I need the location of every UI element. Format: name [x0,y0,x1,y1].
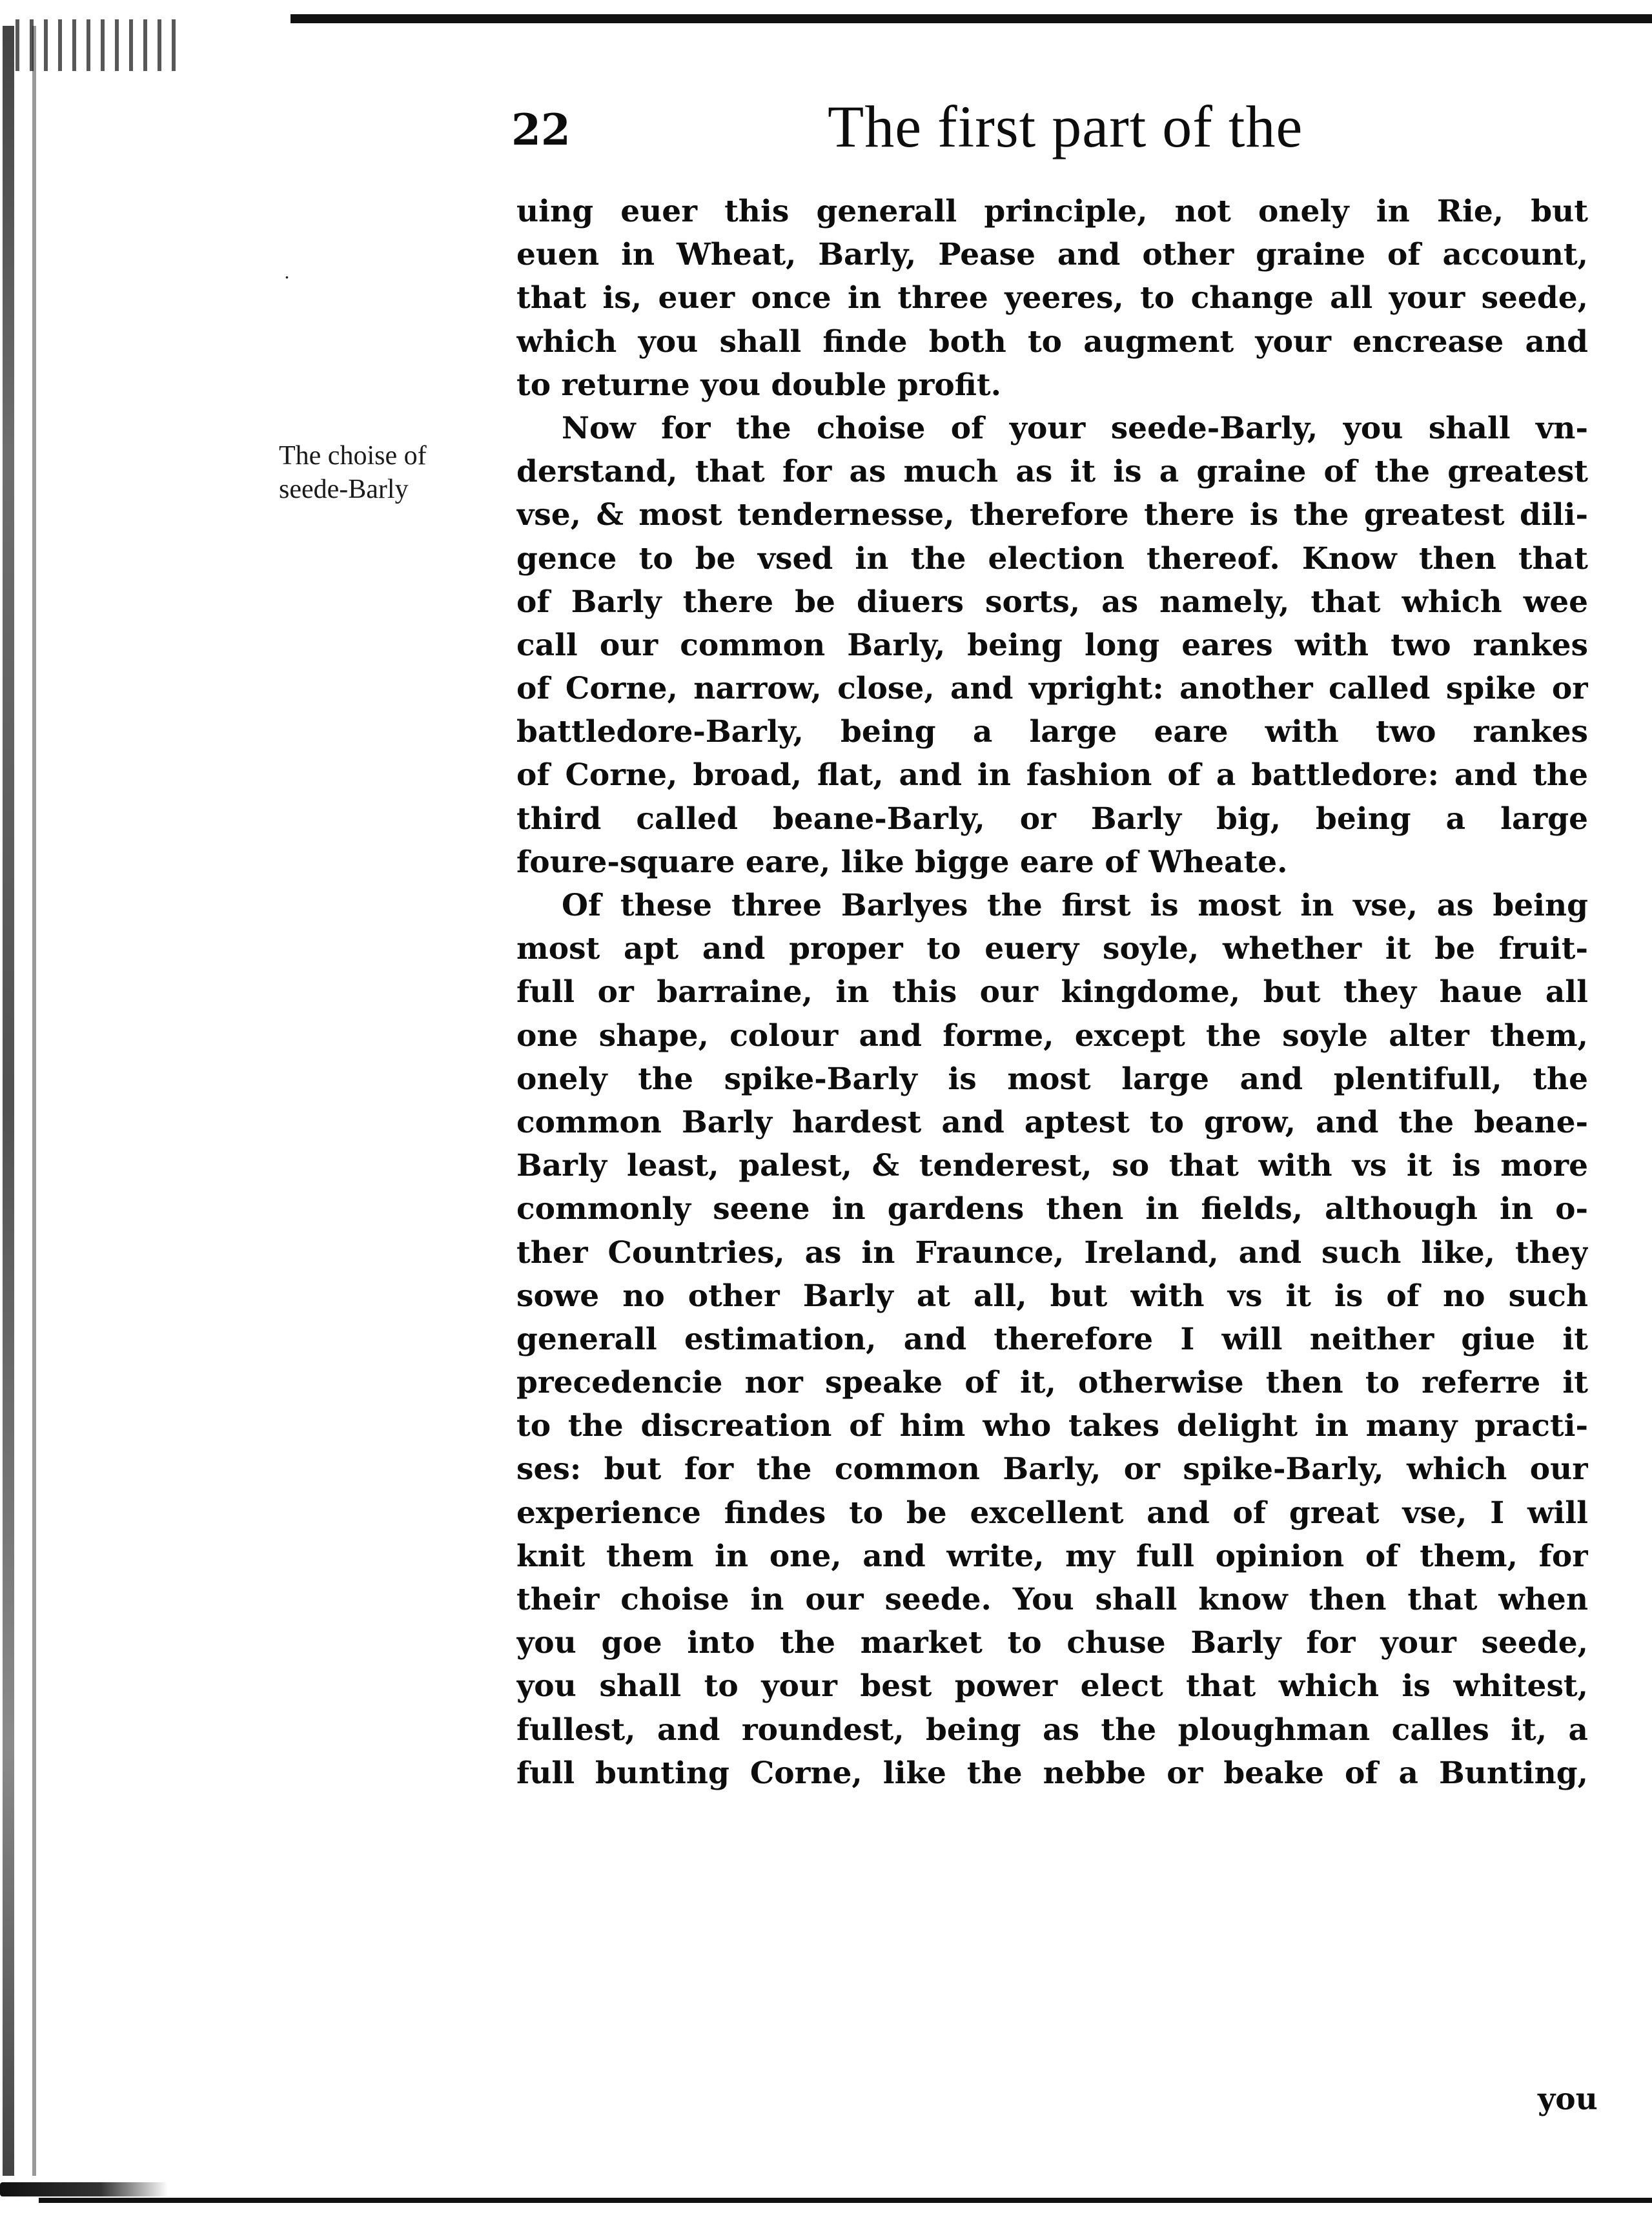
text-line: which you shall finde both to augment your encrease and [516,323,1588,360]
catchword: you [1538,2082,1598,2117]
ink-blot [15,19,183,71]
marginal-note-line: The choise of [279,441,427,471]
text-line: common Barly hardest and aptest to grow, and the beane- [516,1104,1588,1140]
marginal-note [279,439,427,506]
text-line: foure-square eare, like bigge eare of Wheate. [516,844,1288,880]
text-line: battledore-Barly, being a large eare with two rankes [516,714,1588,750]
text-line: you goe into the market to chuse Barly for your seede, [516,1625,1588,1661]
bottom-rule [39,2198,1652,2203]
text-line: euen in Wheat, Barly, Pease and other graine of account, [516,237,1588,273]
text-line: full bunting Corne, like the nebbe or beake of a Bunting, [516,1755,1588,1791]
marginal-note-line: seede-Barly [279,475,409,504]
text-line: of Corne, broad, flat, and in fashion of a battledore: and the [516,757,1588,793]
text-line: one shape, colour and forme, except the soyle alter them, [516,1018,1588,1054]
text-line: you shall to your best power elect that which is whitest, [516,1668,1588,1704]
text-line: their choise in our seede. You shall know then that when [516,1582,1588,1617]
text-line: sowe no other Barly at all, but with vs it is of no such [516,1278,1588,1314]
text-line: vse, & most tendernesse, therefore there is the greatest dili- [516,497,1588,533]
text-line: ses: but for the common Barly, or spike-Barly, which our [516,1451,1588,1488]
text-line: to returne you double profit. [516,367,1001,403]
text-line: that is, euer once in three yeeres, to change all your seede, [516,280,1588,316]
text-line: Of these three Barlyes the first is most in vse, as being [562,888,1588,923]
text-line: Now for the choise of your seede-Barly, you shall vn- [562,410,1588,446]
text-line: Barly least, palest, & tenderest, so that with vs it is more [516,1148,1588,1184]
ink-smudge [0,2182,168,2196]
text-line: third called beane-Barly, or Barly big, being a large [516,801,1588,837]
text-line: generall estimation, and therefore I will neither giue it [516,1321,1588,1357]
text-line: onely the spike-Barly is most large and plentifull, the [516,1061,1588,1097]
text-line: precedencie nor speake of it, otherwise then to referre it [516,1365,1588,1401]
page-number: 22 [511,105,571,155]
body-text [516,190,1588,1795]
text-line: derstand, that for as much as it is a graine of the greatest [516,454,1588,490]
text-line: knit them in one, and write, my full opinion of them, for [516,1538,1588,1574]
text-line: of Corne, narrow, close, and vpright: another called spike or [516,671,1588,707]
text-line: ther Countries, as in Fraunce, Ireland, and such like, they [516,1234,1588,1271]
text-line: to the discreation of him who takes delight in many practi- [516,1408,1588,1444]
text-line: experience findes to be excellent and of great vse, I will [516,1495,1588,1531]
text-line: call our common Barly, being long eares with two rankes [516,627,1588,663]
text-line: of Barly there be diuers sorts, as namely, that which wee [516,584,1588,620]
text-line: gence to be vsed in the election thereof. Know then that [516,540,1588,577]
running-head: The first part of the [828,94,1303,159]
text-line: most apt and proper to euery soyle, whether it be fruit- [516,931,1588,967]
top-rule [291,14,1652,23]
page-edge-line [32,26,36,2176]
margin-dot: . [284,261,290,283]
text-line: commonly seene in gardens then in fields, although in o- [516,1191,1588,1227]
text-line: full or barraine, in this our kingdome, but they haue all [516,974,1588,1010]
page-edge-shadow [3,26,14,2176]
text-line: uing euer this generall principle, not onely in Rie, but [516,194,1588,229]
text-line: fullest, and roundest, being as the ploughman calles it, a [516,1712,1588,1748]
